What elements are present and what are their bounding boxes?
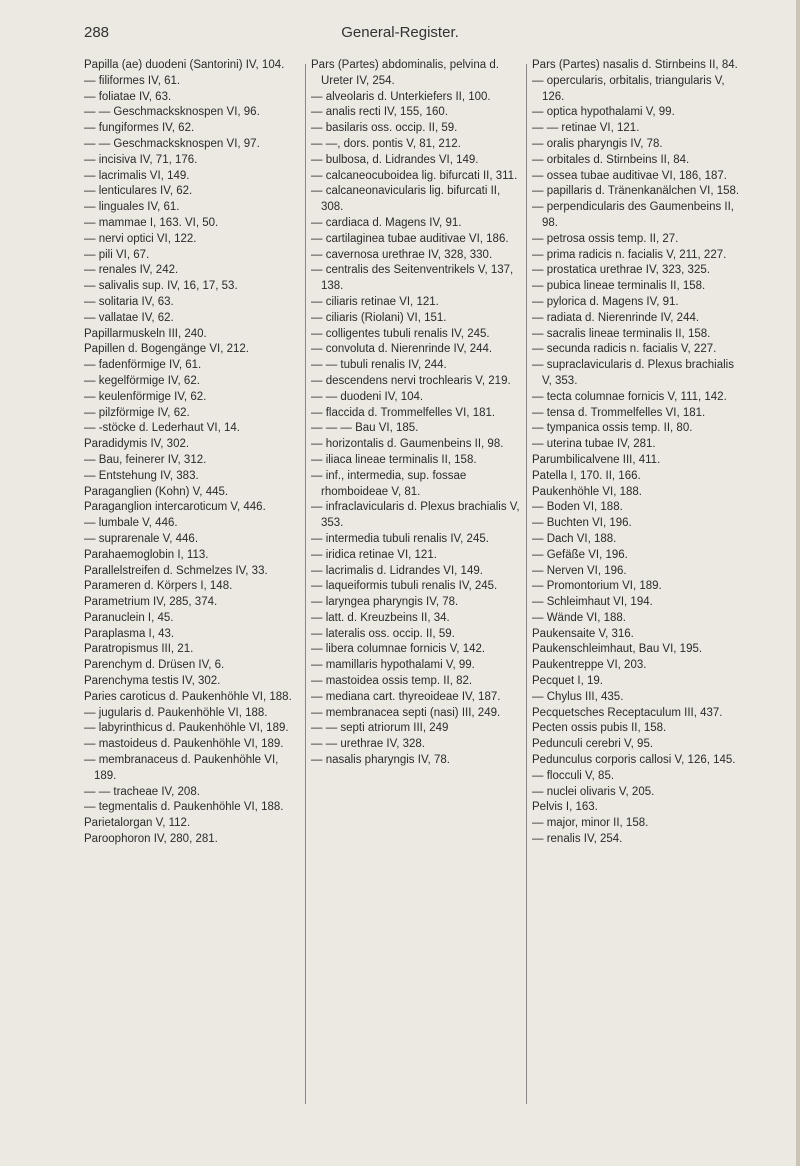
index-entry: — supraclavicularis d. Plexus brachialis V, 353. (532, 359, 734, 387)
index-entry: — Promontorium VI, 189. (532, 580, 662, 593)
index-entry: — labyrinthicus d. Paukenhöhle VI, 189. (84, 722, 289, 735)
index-entry: — nuclei olivaris V, 205. (532, 785, 655, 798)
index-entry: — — urethrae IV, 328. (311, 738, 426, 751)
index-entry: — pylorica d. Magens IV, 91. (532, 295, 679, 308)
index-entry: — filiformes IV, 61. (84, 74, 181, 87)
index-entry: — jugularis d. Paukenhöhle VI, 188. (84, 706, 268, 719)
page-number: 288 (84, 24, 110, 41)
index-entry: — cavernosa urethrae IV, 328, 330. (311, 248, 493, 261)
index-entry: — pubica lineae terminalis II, 158. (532, 280, 706, 293)
index-entry: Paratropismus III, 21. (84, 643, 194, 656)
index-entry: — solitaria IV, 63. (84, 295, 174, 308)
index-entry: — linguales IV, 61. (84, 201, 180, 214)
register-columns (84, 58, 784, 1158)
index-entry: — lacrimalis d. Lidrandes VI, 149. (311, 564, 483, 577)
index-entry: — calcaneocuboidea lig. bifurcati II, 311. (311, 169, 518, 182)
index-entry: — mamillaris hypothalami V, 99. (311, 659, 475, 672)
index-entry: — tensa d. Trommelfelles VI, 181. (532, 406, 706, 419)
index-entry: Papilla (ae) duodeni (Santorini) IV, 104. (84, 59, 285, 71)
index-entry: — membranaceus d. Paukenhöhle VI, 189. (84, 754, 279, 782)
index-entry: — alveolaris d. Unterkiefers II, 100. (311, 90, 491, 103)
index-entry: — ossea tubae auditivae VI, 186, 187. (532, 169, 727, 182)
index-entry: — incisiva IV, 71, 176. (84, 153, 198, 166)
index-entry: — — tracheae IV, 208. (84, 785, 200, 798)
index-entry: — laqueiformis tubuli renalis IV, 245. (311, 580, 498, 593)
index-entry: — vallatae IV, 62. (84, 311, 174, 324)
index-entry: — prima radicis n. facialis V, 211, 227. (532, 248, 727, 261)
index-entry: — — Geschmacksknospen VI, 97. (84, 137, 260, 150)
index-entry: — major, minor II, 158. (532, 817, 649, 830)
index-entry: — Entstehung IV, 383. (84, 469, 199, 482)
index-entry: Parenchyma testis IV, 302. (84, 675, 221, 688)
index-entry: — secunda radicis n. facialis V, 227. (532, 343, 717, 356)
index-entry: Pelvis I, 163. (532, 801, 598, 814)
index-entry: — optica hypothalami V, 99. (532, 106, 675, 119)
index-entry: — Dach VI, 188. (532, 532, 617, 545)
index-entry: Paraplasma I, 43. (84, 627, 175, 640)
index-entry: — salivalis sup. IV, 16, 17, 53. (84, 280, 238, 293)
index-entry: Parahaemoglobin I, 113. (84, 548, 209, 561)
index-entry: Paukenhöhle VI, 188. (532, 485, 642, 498)
index-entry: — fungiformes IV, 62. (84, 122, 195, 135)
index-entry: Paukentreppe VI, 203. (532, 659, 647, 672)
index-entry: — mammae I, 163. VI, 50. (84, 216, 219, 229)
index-entry: — uterina tubae IV, 281. (532, 438, 656, 451)
index-entry: Paradidymis IV, 302. (84, 438, 190, 451)
index-entry: Pars (Partes) abdominalis, pelvina d. Ureter IV, 254. (311, 59, 499, 87)
index-entry: Pecquetsches Receptaculum III, 437. (532, 706, 723, 719)
index-entry: — pili VI, 67. (84, 248, 150, 261)
index-entry: Pedunculi cerebri V, 95. (532, 738, 654, 751)
index-entry: — Boden VI, 188. (532, 501, 623, 514)
index-entry: — cardiaca d. Magens IV, 91. (311, 216, 462, 229)
index-entry: — pilzförmige IV, 62. (84, 406, 190, 419)
index-entry: — lateralis oss. occip. II, 59. (311, 627, 455, 640)
index-entry: — mastoidea ossis temp. II, 82. (311, 675, 473, 688)
index-entry: — Wände VI, 188. (532, 611, 626, 624)
index-entry: — analis recti IV, 155, 160. (311, 106, 449, 119)
page-edge (796, 0, 800, 1166)
index-entry: — radiata d. Nierenrinde IV, 244. (532, 311, 700, 324)
index-entry: — oralis pharyngis IV, 78. (532, 137, 663, 150)
column-divider (305, 64, 306, 1104)
index-entry: — — retinae VI, 121. (532, 122, 640, 135)
index-entry: — tecta columnae fornicis V, 111, 142. (532, 390, 727, 403)
index-entry: — flaccida d. Trommelfelles VI, 181. (311, 406, 496, 419)
index-entry: — ciliaris (Riolani) VI, 151. (311, 311, 447, 324)
index-entry: — -stöcke d. Lederhaut VI, 14. (84, 422, 240, 435)
index-entry: — Gefäße VI, 196. (532, 548, 628, 561)
index-entry: — laryngea pharyngis IV, 78. (311, 596, 459, 609)
column-divider (526, 64, 527, 1104)
index-entry: — renales IV, 242. (84, 264, 179, 277)
index-entry: — nasalis pharyngis IV, 78. (311, 754, 450, 767)
index-entry: — kegelförmige IV, 62. (84, 374, 200, 387)
index-entry: — — septi atriorum III, 249 (311, 722, 449, 735)
register-column-1 (84, 58, 296, 848)
register-column-3 (532, 58, 744, 848)
index-entry: — — — Bau VI, 185. (311, 422, 419, 435)
index-entry: Paranuclein I, 45. (84, 611, 174, 624)
index-entry: Paries caroticus d. Paukenhöhle VI, 188. (84, 690, 292, 703)
index-entry: — membranacea septi (nasi) III, 249. (311, 706, 501, 719)
index-entry: Pedunculus corporis callosi V, 126, 145. (532, 754, 736, 767)
page-header (0, 24, 800, 48)
index-entry: — Nerven VI, 196. (532, 564, 627, 577)
index-entry: — ciliaris retinae VI, 121. (311, 295, 439, 308)
index-entry: — sacralis lineae terminalis II, 158. (532, 327, 711, 340)
index-entry: — suprarenale V, 446. (84, 532, 199, 545)
index-entry: Pecten ossis pubis II, 158. (532, 722, 667, 735)
index-entry: — — tubuli renalis IV, 244. (311, 359, 447, 372)
index-entry: — basilaris oss. occip. II, 59. (311, 122, 458, 135)
index-entry: — latt. d. Kreuzbeins II, 34. (311, 611, 450, 624)
page-title: General-Register. (341, 24, 459, 41)
index-entry: — iliaca lineae terminalis II, 158. (311, 453, 477, 466)
index-entry: — opercularis, orbitalis, triangularis V, 126. (532, 74, 725, 103)
index-entry: — inf., intermedia, sup. fossae rhomboideae V, 81. (311, 469, 467, 498)
index-entry: Parumbilicalvene III, 411. (532, 453, 661, 466)
register-column-2 (311, 58, 523, 769)
index-entry: — convoluta d. Nierenrinde IV, 244. (311, 343, 493, 356)
index-entry: Paraganglien (Kohn) V, 445. (84, 485, 229, 498)
index-entry: — Bau, feinerer IV, 312. (84, 453, 207, 466)
index-entry: Parameren d. Körpers I, 148. (84, 580, 233, 593)
index-entry: — nervi optici VI, 122. (84, 232, 197, 245)
index-entry: Paukenschleimhaut, Bau VI, 195. (532, 643, 703, 656)
index-entry: — bulbosa, d. Lidrandes VI, 149. (311, 153, 479, 166)
index-entry: — papillaris d. Tränenkanälchen VI, 158. (532, 185, 740, 198)
index-entry: — foliatae IV, 63. (84, 90, 172, 103)
index-entry: — iridica retinae VI, 121. (311, 548, 437, 561)
index-entry: Patella I, 170. II, 166. (532, 469, 641, 482)
index-entry: — keulenförmige IV, 62. (84, 390, 207, 403)
index-entry: Papillen d. Bogengänge VI, 212. (84, 343, 249, 356)
index-entry: — perpendicularis des Gaumenbeins II, 98. (532, 201, 734, 229)
index-entry: — lacrimalis VI, 149. (84, 169, 190, 182)
index-entry: Parallelstreifen d. Schmelzes IV, 33. (84, 564, 268, 577)
index-entry: Parietalorgan V, 112. (84, 817, 191, 830)
index-entry: — fadenförmige IV, 61. (84, 359, 202, 372)
index-entry: — Schleimhaut VI, 194. (532, 596, 653, 609)
index-entry: Parenchym d. Drüsen IV, 6. (84, 659, 225, 672)
index-entry: — Chylus III, 435. (532, 690, 624, 703)
index-entry: — libera columnae fornicis V, 142. (311, 643, 486, 656)
index-entry: Papillarmuskeln III, 240. (84, 327, 207, 340)
index-entry: — petrosa ossis temp. II, 27. (532, 232, 679, 245)
index-entry: Paraganglion intercaroticum V, 446. (84, 501, 266, 514)
index-entry: — lenticulares IV, 62. (84, 185, 193, 198)
index-entry: Paukensaite V, 316. (532, 627, 634, 640)
index-entry: — flocculi V, 85. (532, 769, 615, 782)
index-entry: — tegmentalis d. Paukenhöhle VI, 188. (84, 801, 284, 814)
index-entry: — horizontalis d. Gaumenbeins II, 98. (311, 438, 504, 451)
index-entry: — prostatica urethrae IV, 323, 325. (532, 264, 710, 277)
index-entry: — — Geschmacksknospen VI, 96. (84, 106, 260, 119)
index-entry: — infraclavicularis d. Plexus brachialis V, 353. (311, 501, 520, 530)
index-entry: — colligentes tubuli renalis IV, 245. (311, 327, 490, 340)
index-entry: — mastoideus d. Paukenhöhle VI, 189. (84, 738, 284, 751)
index-entry: — lumbale V, 446. (84, 517, 178, 530)
index-entry: — centralis des Seitenventrikels V, 137, 138. (311, 264, 514, 293)
index-entry: Pars (Partes) nasalis d. Stirnbeins II, 84. (532, 59, 738, 71)
index-entry: — cartilaginea tubae auditivae VI, 186. (311, 232, 509, 245)
index-entry: — mediana cart. thyreoideae IV, 187. (311, 690, 501, 703)
index-entry: — —, dors. pontis V, 81, 212. (311, 137, 461, 150)
index-entry: — tympanica ossis temp. II, 80. (532, 422, 693, 435)
index-entry: Pecquet I, 19. (532, 675, 603, 688)
index-entry: Parametrium IV, 285, 374. (84, 596, 218, 609)
index-entry: — Buchten VI, 196. (532, 517, 632, 530)
index-entry: — — duodeni IV, 104. (311, 390, 424, 403)
index-entry: — renalis IV, 254. (532, 833, 623, 846)
index-entry: — descendens nervi trochlearis V, 219. (311, 374, 511, 387)
index-entry: — calcaneonavicularis lig. bifurcati II, 308. (311, 185, 501, 214)
index-entry: Paroophoron IV, 280, 281. (84, 833, 218, 846)
index-entry: — intermedia tubuli renalis IV, 245. (311, 532, 489, 545)
index-entry: — orbitales d. Stirnbeins II, 84. (532, 153, 690, 166)
